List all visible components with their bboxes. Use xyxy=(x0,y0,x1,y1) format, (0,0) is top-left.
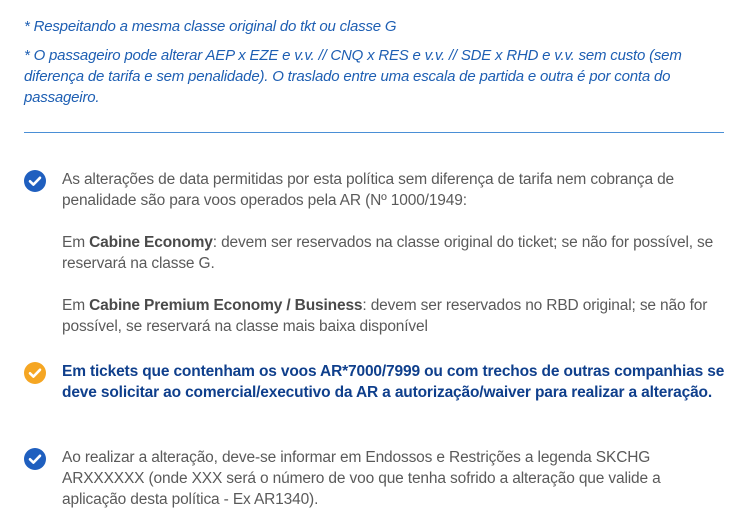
policy-item-endorsement xyxy=(24,447,726,510)
date-change-intro: As alterações de data permitidas por esta política sem diferença de tarifa nem cobrança de penalidade são para voos operados pela AR (Nº 1000/1949: xyxy=(62,171,675,209)
divider xyxy=(24,132,724,133)
endorsement-text: Ao realizar a alteração, deve-se informar em Endossos e Restrições a legenda SKCHG ARXXXXXX (onde XXX será o número de voo que tenha sofrido a alteração que valide a aplicação desta política - Ex AR1340). xyxy=(62,449,661,508)
note-class: * Respeitando a mesma classe original do tkt ou classe G xyxy=(24,18,397,35)
policy-item-date-changes xyxy=(24,169,726,337)
economy-rule: Em Cabine Economy: devem ser reservados na classe original do ticket; se não for possível, se reservará na classe G. xyxy=(62,234,714,272)
policy-item-waiver xyxy=(24,361,726,403)
premium-rule: Em Cabine Premium Economy / Business: devem ser reservados no RBD original; se não for possível, se reservará na classe mais baixa disponível xyxy=(62,297,708,335)
economy-label: Cabine Economy xyxy=(89,234,213,251)
check-circle-icon xyxy=(24,448,46,470)
note-airport-change: * O passageiro pode alterar AEP x EZE e v.v. // CNQ x RES e v.v. // SDE x RHD e v.v. sem custo (sem diferença de tarifa e sem penalidade). O traslado entre uma escala de partida e outra é por conta do passageiro. xyxy=(24,47,682,106)
premium-label: Cabine Premium Economy / Business xyxy=(89,297,363,314)
check-circle-icon xyxy=(24,362,46,384)
check-circle-icon xyxy=(24,170,46,192)
waiver-text: Em tickets que contenham os voos AR*7000/7999 ou com trechos de outras companhias se deve solicitar ao comercial/executivo da AR a autorização/waiver para realizar a alteração. xyxy=(62,363,725,401)
